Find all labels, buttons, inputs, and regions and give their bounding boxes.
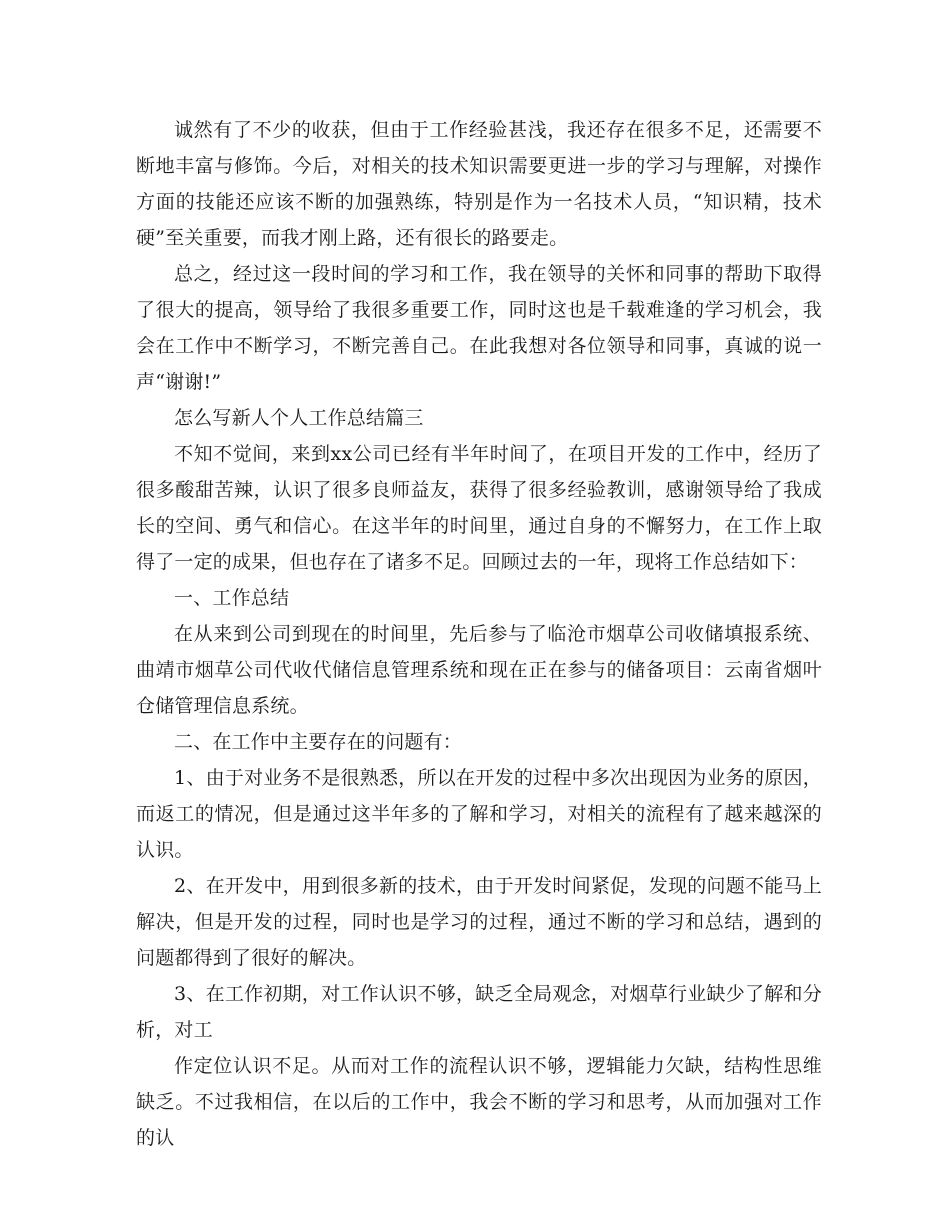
list-item: 2、在开发中，用到很多新的技术，由于开发时间紧促，发现的问题不能马上解决，但是开发的过程，同时也是学习的过程，通过不断的学习和总结，遇到的问题都得到了很好的解决。 [136,875,822,969]
paragraph: 诚然有了不少的收获，但由于工作经验甚浅，我还存在很多不足，还需要不断地丰富与修饰。今后，对相关的技术知识需要更进一步的学习与理解，对操作方面的技能还应该不断的加强熟练，特别是作为一名技术人员，“知识精，技术硬”至关重要，而我才刚上路，还有很长的路要走。 [136,119,822,249]
paragraph: 作定位认识不足。从而对工作的流程认识不够，逻辑能力欠缺，结构性思维缺乏。不过我相信，在以后的工作中，我会不断的学习和思考，从而加强对工作的认 [136,1055,822,1149]
paragraph: 在从来到公司到现在的时间里，先后参与了临沧市烟草公司收储填报系统、曲靖市烟草公司代收代储信息管理系统和现在正在参与的储备项目：云南省烟叶仓储管理信息系统。 [136,623,822,717]
section-heading: 一、工作总结 [174,587,290,609]
section-title: 怎么写新人个人工作总结篇三 [174,407,424,429]
paragraph: 不知不觉间，来到xx公司已经有半年时间了，在项目开发的工作中，经历了很多酸甜苦辣，认识了很多良师益友，获得了很多经验教训，感谢领导给了我成长的空间、勇气和信心。在这半年的时间里，通过自身的不懈努力，在工作上取得了一定的成果，但也存在了诸多不足。回顾过去的一年，现将工作总结如下： [136,443,822,573]
section-heading: 二、在工作中主要存在的问题有： [174,731,463,753]
list-item: 1、由于对业务不是很熟悉，所以在开发的过程中多次出现因为业务的原因，而返工的情况，但是通过这半年多的了解和学习，对相关的流程有了越来越深的认识。 [136,767,822,861]
list-item: 3、在工作初期，对工作认识不够，缺乏全局观念，对烟草行业缺少了解和分析，对工 [136,983,822,1041]
document-body [136,112,822,1156]
paragraph: 总之，经过这一段时间的学习和工作，我在领导的关怀和同事的帮助下取得了很大的提高，领导给了我很多重要工作，同时这也是千载难逢的学习机会，我会在工作中不断学习，不断完善自己。在此我想对各位领导和同事，真诚的说一声“谢谢!” [136,263,822,393]
